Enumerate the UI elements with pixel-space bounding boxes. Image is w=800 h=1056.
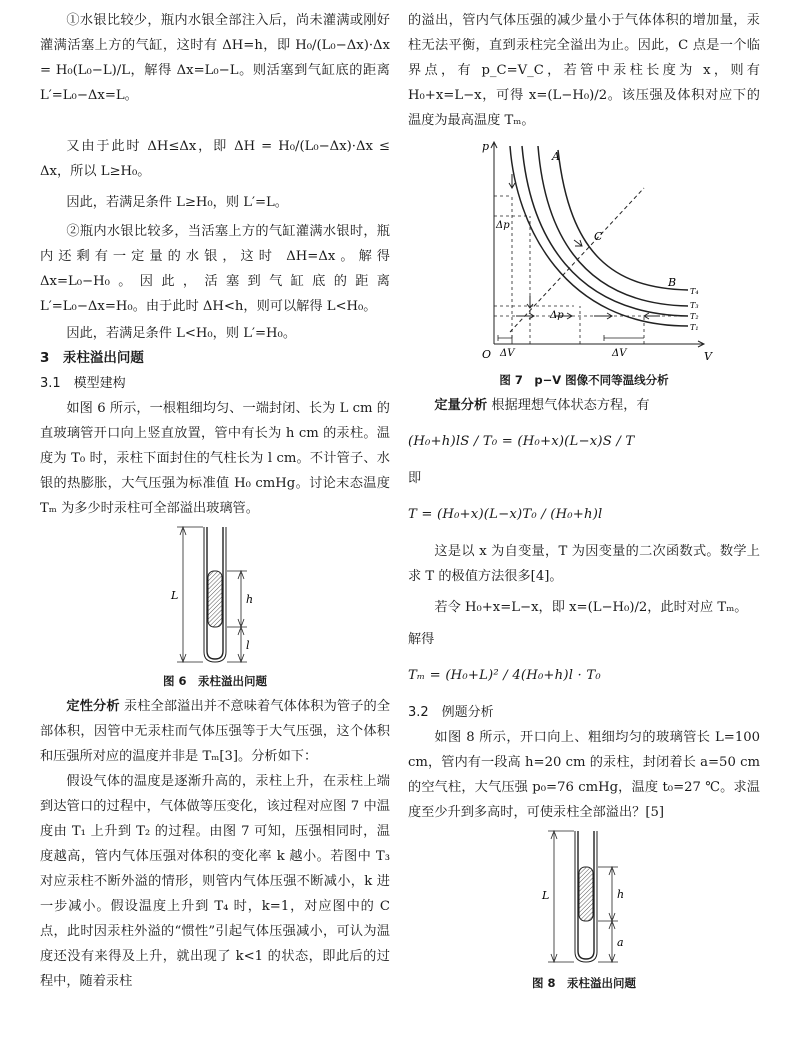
mercury-column — [208, 571, 222, 627]
label-T3: T₃ — [690, 301, 699, 310]
figure-6-caption: 图 6 汞柱溢出问题 — [162, 674, 267, 688]
label-B: B — [668, 276, 677, 289]
figure-8-diagram — [484, 825, 684, 971]
paragraph-quadratic: 这是以 x 为自变量，T 为因变量的二次函数式。数学上求 T 的极值方法很多[4]。 — [408, 544, 760, 584]
paragraph-let: 若令 H₀+x=L−x，即 x=(L−H₀)/2，此时对应 Tₘ。 — [434, 600, 748, 615]
paragraph-analysis: 假设气体的温度是逐渐升高的，汞柱上升，在汞柱上端到达管口的过程中，气体做等压变化，该过程对应图 7 中温度由 T₁ 上升到 T₂ 的过程。由图 7 可知，压强相同时，温度越高，管内气体压强对体积的变化率 k 越小。若图中 T₃ 对应汞柱不断外溢的情形，则管内气体压强不断减小，k 进一步减小。假设温度上升到 T₄ 时，k=1，对应图中的 C 点，此时因汞柱外溢的“惯性”引起气体压强减小，可认为温度还没有来得及上升，就出现了 k<1 的状态，即此后的过程中，随着汞柱 — [40, 774, 390, 989]
figure-8-caption: 图 8 汞柱溢出问题 — [531, 976, 636, 990]
equation-Tm: Tₘ = (H₀+L)² / 4(H₀+h)l · T₀ — [408, 668, 601, 683]
paragraph-solve: 解得 — [408, 632, 435, 647]
section-heading-3: 3 汞柱溢出问题 — [40, 350, 144, 366]
figure-7-caption: 图 7 p−V 图像不同等温线分析 — [499, 373, 669, 387]
paragraph-conclusion-2: 因此，若满足条件 L<H₀，则 L′=H₀。 — [66, 326, 297, 341]
label-L: L — [542, 889, 550, 902]
label-dV-2: ΔV — [612, 348, 627, 359]
figure-7-pv-chart — [454, 136, 714, 368]
label-l: l — [246, 639, 250, 652]
isotherm-T4 — [558, 150, 688, 290]
label-L: L — [171, 589, 179, 602]
keyword-qualitative: 定性分析 — [66, 699, 120, 714]
paragraph-case-1: ①水银比较少，瓶内水银全部注入后，尚未灌满或刚好灌满活塞上方的气缸，这时有 ΔH=h，即 H₀/(L₀−Δx)·Δx = H₀(L₀−L)/L，解得 Δx=L₀−L。则活塞到气缸底的距离 L′=L₀−Δx=L。 — [40, 13, 390, 103]
paragraph-ji: 即 — [408, 471, 422, 486]
right-column — [408, 8, 760, 996]
label-h: h — [246, 593, 254, 606]
paragraph-condition: 又由于此时 ΔH≤Δx，即 ΔH = H₀/(L₀−Δx)·Δx ≤ Δx，所以 L≥H₀。 — [40, 139, 390, 179]
subsection-heading-3-2: 3.2 例题分析 — [408, 705, 494, 720]
paragraph-critical-point: 的溢出，管内气体压强的减少量小于气体体积的增加量，汞柱无法平衡，直到汞柱完全溢出为止。因此，C 点是一个临界点，有 p_C=V_C，若管中汞柱长度为 x，则有 H₀+x=L−x，可得 x=(L−H₀)/2。该压强及体积对应下的温度为最高温度 Tₘ。 — [408, 13, 760, 128]
label-dp: Δp — [496, 220, 510, 231]
equation-state: (H₀+h)lS / T₀ = (H₀+x)(L−x)S / T — [408, 434, 635, 449]
label-a: a — [617, 936, 624, 949]
paragraph-example: 如图 8 所示，开口向上、粗细均匀的玻璃管长 L=100 cm，管内有一段高 h=20 cm 的汞柱，封闭着长 a=50 cm 的空气柱，大气压强 p₀=76 cmHg，温度 t₀=27 ℃。求温度至少升到多高时，可使汞柱全部溢出？[5] — [408, 730, 760, 820]
origin-label: O — [482, 348, 492, 361]
paragraph-quantitative — [408, 393, 760, 418]
label-dp-2: Δp — [550, 310, 564, 321]
label-h: h — [617, 888, 625, 901]
label-C: C — [594, 230, 603, 243]
mercury-column — [579, 867, 593, 921]
isotherm-T2 — [522, 146, 688, 316]
subsection-heading-3-1: 3.1 模型建构 — [40, 376, 126, 391]
figure-6-diagram — [115, 521, 315, 669]
paragraph-conclusion-1: 因此，若满足条件 L≥H₀，则 L′=L。 — [66, 195, 288, 210]
paragraph-qualitative-text: 汞柱全部溢出并不意味着气体体积为管子的全部体积，因管中无汞柱而气体压强等于大气压强，这个体积和压强所对应的温度并非是 Tₘ[3]。分析如下： — [40, 699, 391, 764]
paragraph-quantitative-text: 根据理想气体状态方程，有 — [491, 398, 650, 413]
label-T4: T₄ — [690, 287, 699, 296]
paragraph-model: 如图 6 所示，一根粗细均匀、一端封闭、长为 L cm 的直玻璃管开口向上竖直放置，管中有长为 h cm 的汞柱。温度为 T₀ 时，汞柱下面封住的气柱长为 l cm。不计管子、水银的热膨胀，大气压强为标准值 H₀ cmHg。讨论末态温度 Tₘ 为多少时汞柱可全部溢出玻璃管。 — [40, 401, 390, 516]
label-T2: T₂ — [690, 312, 699, 321]
axis-label-V: V — [704, 350, 712, 363]
paragraph-qualitative — [40, 694, 390, 769]
label-T1: T₁ — [690, 323, 699, 332]
label-A: A — [552, 150, 560, 163]
label-dV-1: ΔV — [500, 348, 515, 359]
keyword-quantitative: 定量分析 — [434, 398, 488, 413]
equation-T: T = (H₀+x)(L−x)T₀ / (H₀+h)l — [408, 507, 603, 522]
paragraph-case-2: ②瓶内水银比较多，当活塞上方的气缸灌满水银时，瓶内还剩有一定量的水银，这时 ΔH=Δx。解得 Δx=L₀−H₀。因此，活塞到气缸底的距离 L′=L₀−Δx=H₀。由于此时 ΔH<h，则可以解得 L<H₀。 — [40, 224, 390, 314]
left-column — [40, 8, 390, 994]
axis-label-p: p — [482, 140, 490, 153]
